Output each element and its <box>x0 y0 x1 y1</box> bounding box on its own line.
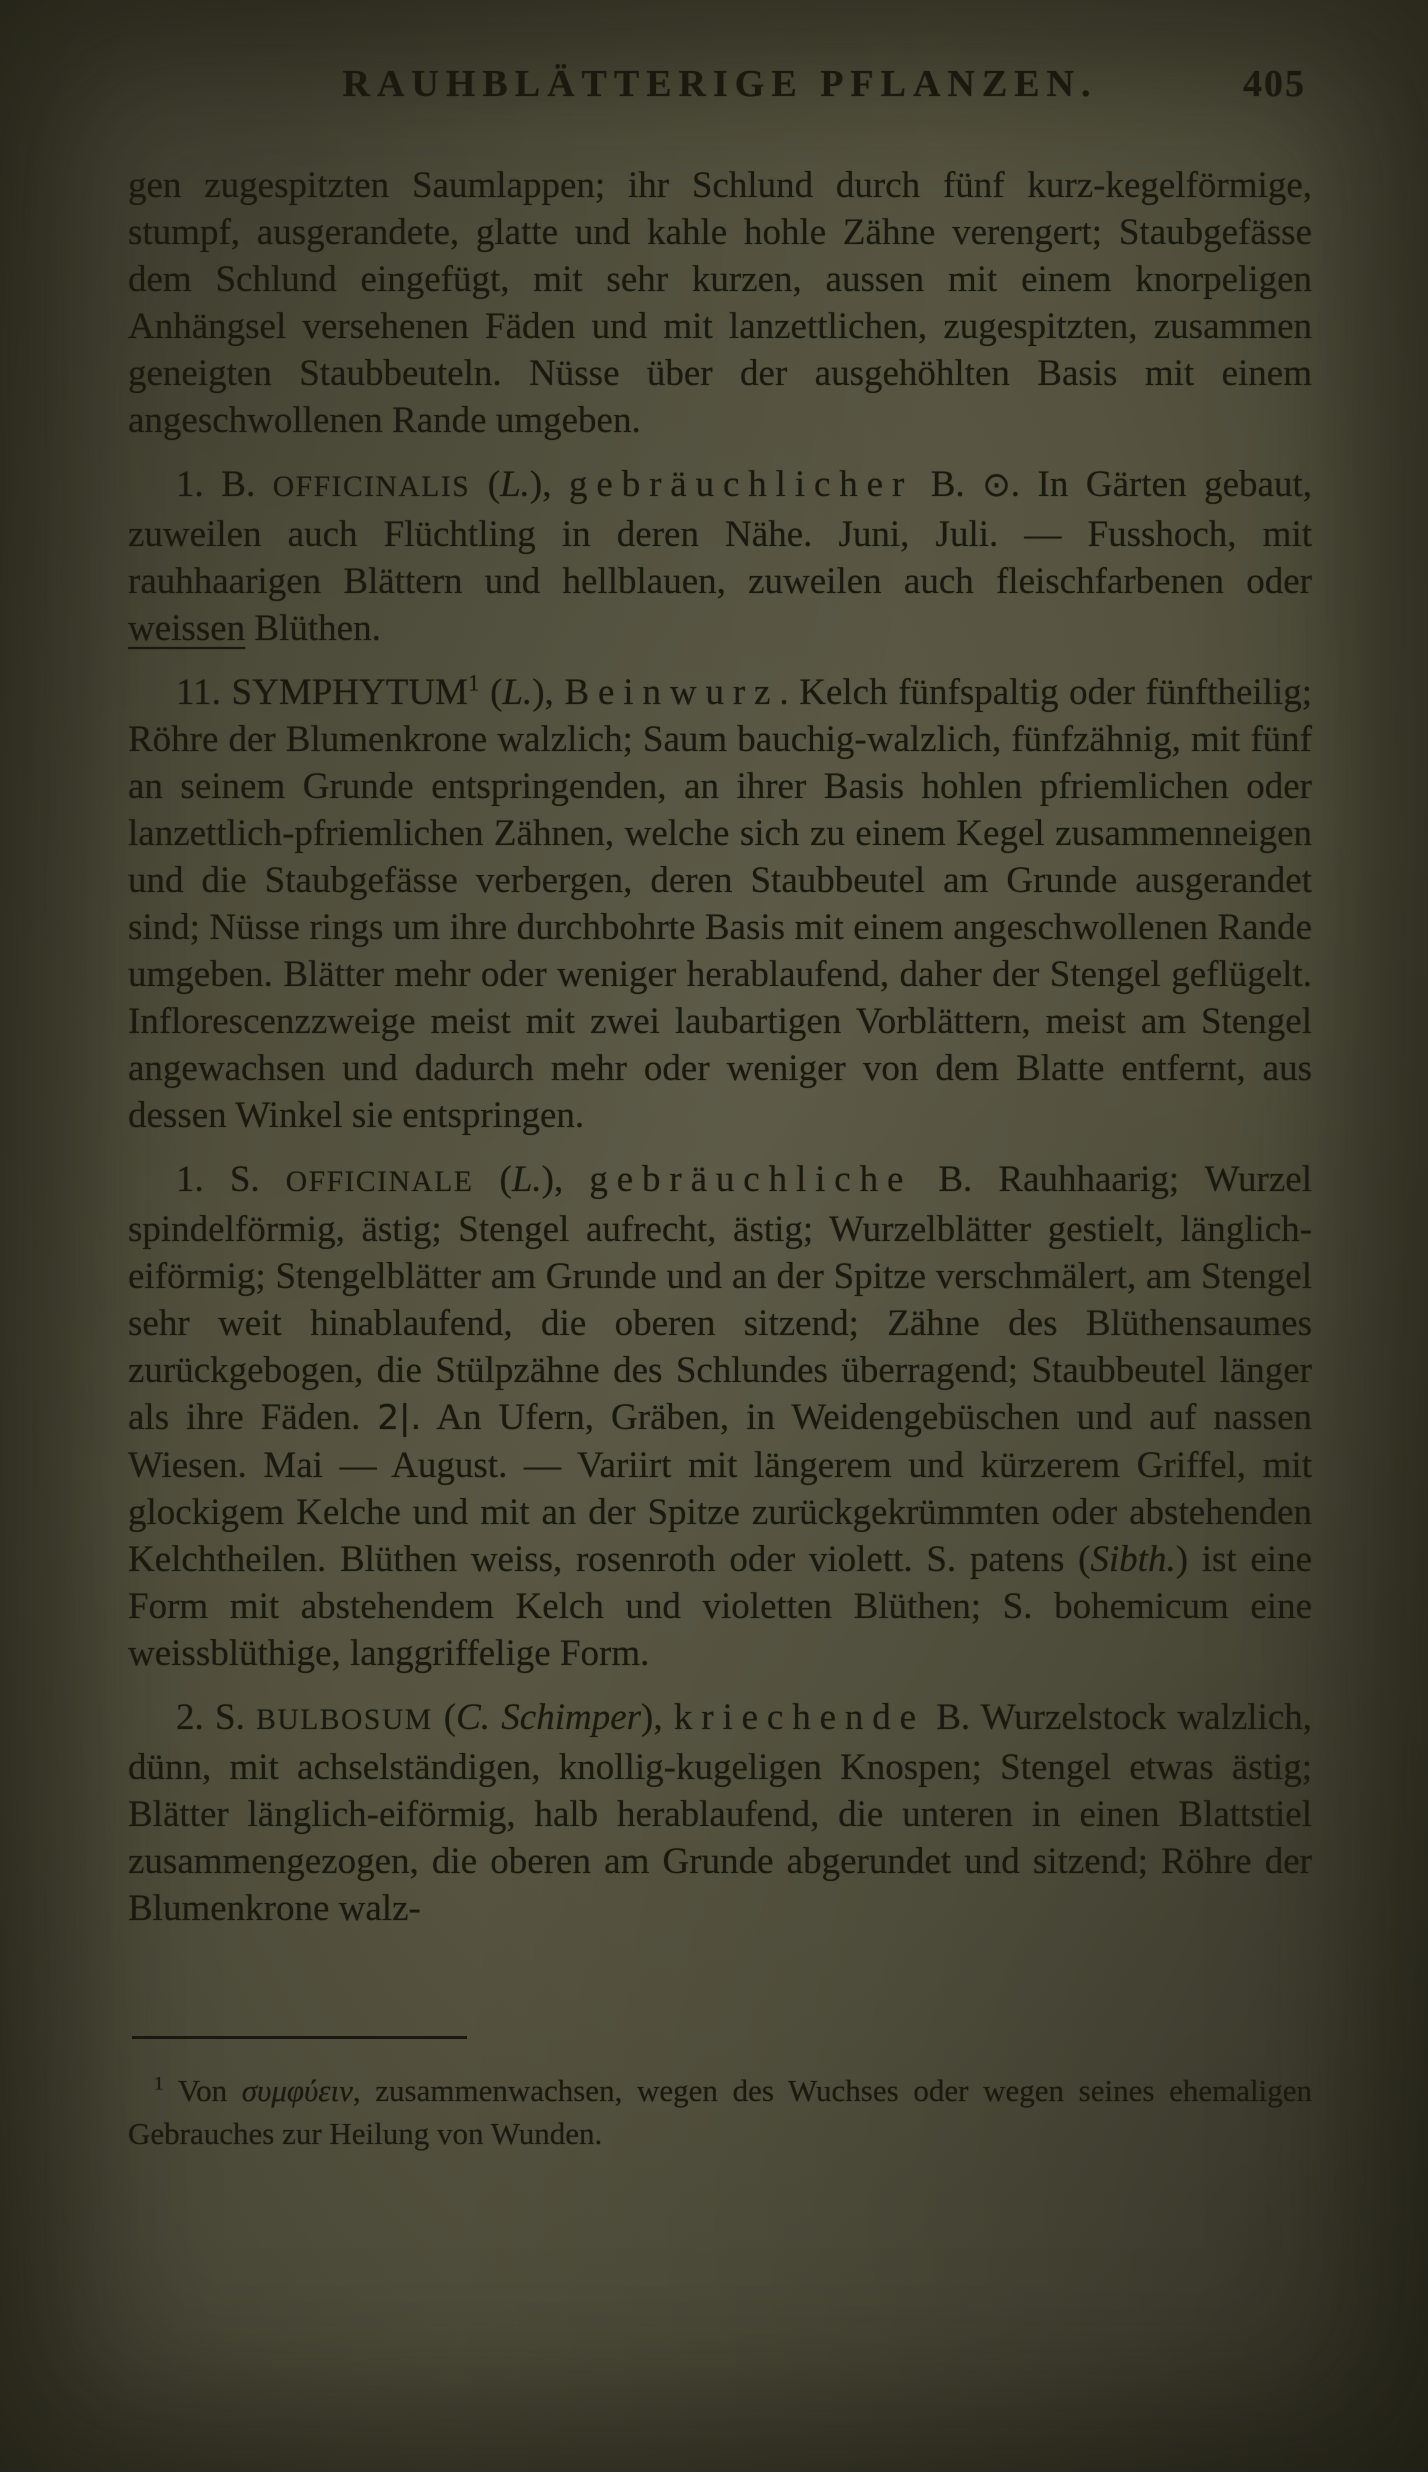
author-abbreviation: L. <box>500 464 530 505</box>
text-segment: gebräuchlicher <box>569 464 914 505</box>
footnote-rule <box>132 2036 467 2039</box>
paragraph-species-bulbosum <box>128 1694 1312 1932</box>
paragraph-species-officinalis <box>128 461 1312 652</box>
text-segment: B. Wurzelstock walzlich, dünn, mit achselständigen, knollig-kugeligen Knospen; Stengel etwas ästig; Blätter länglich-eiförmig, halb herablaufend, die unteren in einen Blattstiel zusammengezogen, die oberen am Grunde abgerundet und sitzend; Röhre der Blumenkrone walz- <box>128 1697 1313 1929</box>
text-segment: ), <box>532 672 565 713</box>
text-segment: ), <box>541 1159 590 1200</box>
text-segment: Von <box>163 2073 242 2108</box>
perennial-plant-symbol: 2|. <box>377 1398 422 1438</box>
text-segment: . In Gärten gebaut, zuweilen auch Flüchtling in deren Nähe. Juni, Juli. — Fusshoch, mit rauhhaarigen Blättern und hellblauen, zuweilen auch fleischfarbenen oder <box>128 464 1313 602</box>
text-segment: . Kelch fünfspaltig oder fünftheilig; Röhre der Blumenkrone walzlich; Saum bauchig-walzlich, fünfzähnig, mit fünf an seinem Grunde entspringenden, an ihrer Basis hohlen pfriemlichen oder lanzettlich-pfriemlichen Zähnen, welche sich zu einem Kegel zusammenneigen und die Staubgefässe verbergen, deren Staubbeutel am Grunde ausgerandet sind; Nüsse rings um ihre durchbohrte Basis mit einem angeschwollenen Rande umgeben. Blätter mehr oder weniger herablaufend, daher der Stengel geflügelt. Inflorescenzzweige meist mit zwei laubartigen Vorblättern, meist am Stengel angewachsen und dadurch mehr oder weniger von dem Blatte entfernt, aus dessen Winkel sie entspringen. <box>128 672 1312 1136</box>
species-name: OFFICINALIS <box>272 471 471 503</box>
species-name: OFFICINALE <box>285 1166 474 1198</box>
text-segment: gebräuchliche <box>589 1159 913 1200</box>
paragraph-genus-description <box>128 162 1312 444</box>
text-segment: ( <box>473 1159 512 1200</box>
footnote-area <box>128 2036 1312 2155</box>
page-header <box>128 62 1312 116</box>
text-segment: gen zugespitzten Saumlappen; ihr Schlund durch fünf kurz-kegelförmige, stumpf, ausgerandete, glatte und kahle hohle Zähne verengert; Staubgefässe dem Schlund eingefügt, mit sehr kurzen, aussen mit einem knorpeligen Anhängsel versehenen Fäden und mit lanzettlichen, zugespitzten, zusammen geneigten Staubbeuteln. Nüsse über der ausgehöhlten Basis mit einem angeschwollenen Rande umgeben. <box>128 165 1312 441</box>
text-segment: B. <box>913 464 983 505</box>
german-genus-name: Beinwurz <box>564 672 780 713</box>
species-name: BULBOSUM <box>256 1704 433 1736</box>
text-segment: ), <box>641 1697 674 1738</box>
author-name: C. Schimper <box>456 1697 642 1738</box>
footnote-text <box>128 2069 1312 2155</box>
text-segment: ), <box>529 464 570 505</box>
text-segment: ( <box>479 672 503 713</box>
annual-plant-symbol: ⊙ <box>982 465 1011 505</box>
text-segment: kriechende <box>673 1697 925 1738</box>
footnote-marker: 1 <box>154 2073 164 2095</box>
text-segment: 1. B. <box>176 464 273 505</box>
greek-etymology: συμφύειν <box>241 2073 353 2108</box>
author-abbreviation: L. <box>511 1159 542 1200</box>
text-segment: Blüthen. <box>245 608 381 649</box>
text-segment: An Ufern, Gräben, in Weidengebüschen und auf nassen Wiesen. Mai — August. — Variirt mit längerem und kürzerem Griffel, mit glockigem Kelche und mit an der Spitze zurückgekrümmten oder abstehenden Kelchtheilen. Blüthen weiss, rosenroth oder violett. S. patens ( <box>128 1397 1312 1580</box>
paragraph-species-officinale <box>128 1156 1312 1677</box>
paragraph-genus-symphytum <box>128 669 1312 1139</box>
genus-name: 11. SYMPHYTUM <box>176 672 468 713</box>
text-segment: B. Rauhhaarig; Wurzel spindelförmig, ästig; Stengel aufrecht, ästig; Wurzelblätter gestielt, länglich-eiförmig; Stengelblätter am Grunde und an der Spitze verschmälert, am Stengel sehr weit hinablaufend, die oberen sitzend; Zähne des Blüthensaumes zurückgebogen, die Stülpzähne des Schlundes überragend; Staubbeutel länger als ihre Fäden. <box>128 1159 1313 1438</box>
text-segment: ) ist eine Form mit abstehendem Kelch und violetten Blüthen; S. bohemicum eine weissblüthige, langgriffelige Form. <box>128 1539 1312 1674</box>
text-segment: 1. S. <box>176 1159 286 1200</box>
text-segment: 2. S. <box>176 1697 257 1738</box>
running-title: RAUHBLÄTTERIGE PFLANZEN. <box>342 63 1098 105</box>
author-abbreviation: L. <box>502 672 533 713</box>
text-segment: ( <box>432 1697 457 1738</box>
text-segment: weissen <box>128 608 246 649</box>
author-abbreviation: Sibth. <box>1090 1539 1176 1580</box>
text-segment: ( <box>470 464 501 505</box>
text-segment: , zusammenwachsen, wegen des Wuchses oder wegen seines ehemaligen Gebrauches zur Heilung von Wunden. <box>128 2073 1312 2151</box>
page-number: 405 <box>1243 63 1306 105</box>
footnote-marker: 1 <box>467 670 480 696</box>
text-block <box>128 162 1312 1932</box>
